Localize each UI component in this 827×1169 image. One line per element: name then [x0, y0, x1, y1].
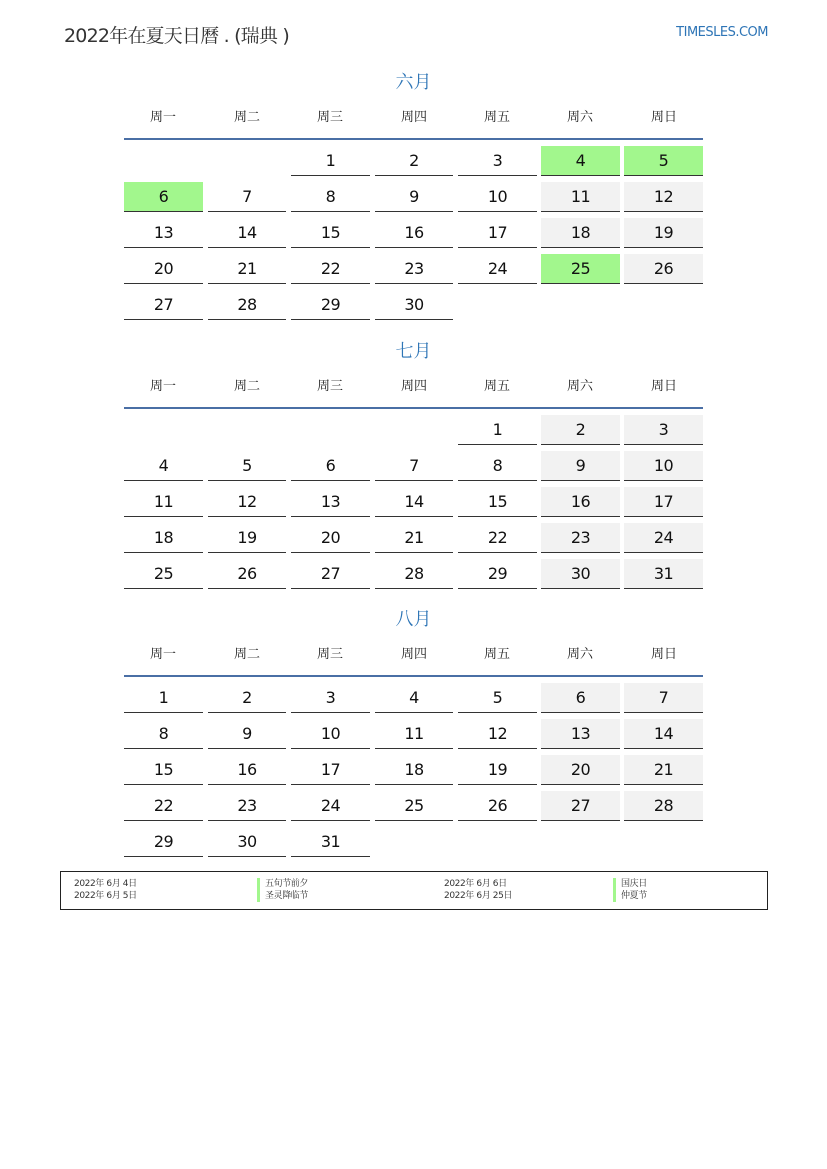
empty-day-cell [208, 415, 286, 445]
week-row [124, 791, 703, 821]
weekday-label: 周二 [233, 110, 260, 125]
month-title: 八月 [395, 609, 432, 630]
week-row [124, 451, 703, 481]
day-cell: 23 [375, 254, 453, 284]
month-calendar [124, 607, 703, 857]
week-row [124, 719, 703, 749]
day-cell: 16 [208, 755, 286, 785]
day-cell: 22 [124, 791, 203, 821]
empty-day-cell [624, 290, 703, 320]
legend-holiday-name: 仲夏节 [613, 890, 647, 902]
day-cell: 20 [291, 523, 370, 553]
empty-day-cell [624, 827, 703, 857]
weekday-label: 周四 [400, 110, 427, 125]
day-cell: 20 [541, 755, 620, 785]
day-cell: 28 [624, 791, 703, 821]
day-cell: 14 [624, 719, 703, 749]
day-cell: 4 [541, 146, 620, 176]
day-cell: 12 [208, 487, 286, 517]
empty-day-cell [541, 827, 620, 857]
day-cell: 21 [624, 755, 703, 785]
day-cell: 1 [458, 415, 537, 445]
week-row [124, 559, 703, 589]
day-cell: 8 [458, 451, 537, 481]
day-cell: 10 [624, 451, 703, 481]
day-cell: 9 [541, 451, 620, 481]
empty-day-cell [124, 415, 203, 445]
day-cell: 10 [458, 182, 537, 212]
week-row [124, 827, 703, 857]
day-cell: 29 [458, 559, 537, 589]
day-cell: 19 [208, 523, 286, 553]
weekday-header [124, 96, 703, 140]
day-cell: 31 [624, 559, 703, 589]
day-cell: 7 [208, 182, 286, 212]
month-calendar [124, 339, 703, 589]
day-cell: 14 [208, 218, 286, 248]
day-cell: 18 [541, 218, 620, 248]
day-cell: 1 [124, 683, 203, 713]
day-cell: 11 [375, 719, 453, 749]
day-cell: 23 [208, 791, 286, 821]
day-cell: 30 [541, 559, 620, 589]
day-cell: 15 [291, 218, 370, 248]
day-cell: 19 [624, 218, 703, 248]
day-cell: 17 [458, 218, 537, 248]
day-cell: 4 [375, 683, 453, 713]
day-cell: 15 [124, 755, 203, 785]
day-cell: 17 [624, 487, 703, 517]
empty-day-cell [375, 415, 453, 445]
day-cell: 13 [124, 218, 203, 248]
day-cell: 6 [541, 683, 620, 713]
weekday-label: 周六 [566, 379, 593, 394]
day-cell: 8 [291, 182, 370, 212]
day-cell: 7 [624, 683, 703, 713]
week-row [124, 415, 703, 445]
weekday-label: 周一 [149, 379, 176, 394]
day-cell: 18 [375, 755, 453, 785]
day-cell: 12 [624, 182, 703, 212]
day-cell: 27 [541, 791, 620, 821]
weekday-label: 周五 [483, 379, 510, 394]
legend-holiday-name: 国庆日 [613, 878, 647, 890]
day-cell: 27 [124, 290, 203, 320]
day-cell: 2 [541, 415, 620, 445]
legend-date: 2022年 6月 6日 [444, 879, 507, 889]
day-cell: 11 [124, 487, 203, 517]
day-cell: 24 [458, 254, 537, 284]
month-title: 七月 [395, 341, 432, 362]
weekday-label: 周四 [400, 379, 427, 394]
day-cell: 3 [458, 146, 537, 176]
day-cell: 7 [375, 451, 453, 481]
day-cell: 24 [291, 791, 370, 821]
holiday-legend [60, 871, 768, 910]
day-cell: 25 [124, 559, 203, 589]
day-cell: 25 [375, 791, 453, 821]
day-cell: 29 [291, 290, 370, 320]
day-cell: 22 [291, 254, 370, 284]
legend-date: 2022年 6月 5日 [74, 891, 137, 901]
weekday-label: 周五 [483, 647, 510, 662]
week-row [124, 683, 703, 713]
day-cell: 9 [208, 719, 286, 749]
week-row [124, 487, 703, 517]
legend-holiday-name: 五旬节前夕 [257, 878, 308, 890]
day-cell: 17 [291, 755, 370, 785]
weekday-label: 周三 [316, 110, 343, 125]
day-cell: 3 [291, 683, 370, 713]
weekday-label: 周六 [566, 110, 593, 125]
weekday-header [124, 365, 703, 409]
page-title: 2022年在夏天日曆 . (瑞典 ) [64, 25, 289, 47]
weekday-label: 周二 [233, 379, 260, 394]
day-cell: 11 [541, 182, 620, 212]
weekday-header [124, 633, 703, 677]
day-cell: 6 [124, 182, 203, 212]
weekday-label: 周二 [233, 647, 260, 662]
month-calendar [124, 70, 703, 320]
week-row [124, 755, 703, 785]
weekday-label: 周日 [650, 110, 677, 125]
month-title: 六月 [395, 72, 432, 93]
brand-link[interactable]: TIMESLES.COM [676, 25, 768, 40]
day-cell: 25 [541, 254, 620, 284]
weekday-label: 周三 [316, 647, 343, 662]
day-cell: 28 [375, 559, 453, 589]
day-cell: 23 [541, 523, 620, 553]
day-cell: 16 [375, 218, 453, 248]
weekday-label: 周日 [650, 379, 677, 394]
legend-date: 2022年 6月 25日 [444, 891, 513, 901]
day-cell: 14 [375, 487, 453, 517]
empty-day-cell [375, 827, 453, 857]
day-cell: 3 [624, 415, 703, 445]
day-cell: 2 [375, 146, 453, 176]
day-cell: 13 [291, 487, 370, 517]
weekday-label: 周五 [483, 110, 510, 125]
day-cell: 26 [208, 559, 286, 589]
empty-day-cell [291, 415, 370, 445]
day-cell: 27 [291, 559, 370, 589]
day-cell: 26 [624, 254, 703, 284]
empty-day-cell [541, 290, 620, 320]
weekday-label: 周三 [316, 379, 343, 394]
empty-day-cell [458, 827, 537, 857]
weekday-label: 周日 [650, 647, 677, 662]
day-cell: 2 [208, 683, 286, 713]
day-cell: 5 [624, 146, 703, 176]
week-row [124, 523, 703, 553]
day-cell: 1 [291, 146, 370, 176]
day-cell: 30 [208, 827, 286, 857]
week-row [124, 182, 703, 212]
legend-holiday-name: 圣灵降临节 [257, 890, 308, 902]
day-cell: 18 [124, 523, 203, 553]
day-cell: 29 [124, 827, 203, 857]
day-cell: 30 [375, 290, 453, 320]
week-row [124, 254, 703, 284]
day-cell: 16 [541, 487, 620, 517]
day-cell: 13 [541, 719, 620, 749]
day-cell: 21 [208, 254, 286, 284]
weekday-label: 周一 [149, 647, 176, 662]
empty-day-cell [124, 146, 203, 176]
day-cell: 31 [291, 827, 370, 857]
day-cell: 19 [458, 755, 537, 785]
weekday-label: 周六 [566, 647, 593, 662]
day-cell: 21 [375, 523, 453, 553]
day-cell: 5 [458, 683, 537, 713]
day-cell: 24 [624, 523, 703, 553]
week-row [124, 290, 703, 320]
week-row [124, 146, 703, 176]
day-cell: 6 [291, 451, 370, 481]
day-cell: 8 [124, 719, 203, 749]
day-cell: 5 [208, 451, 286, 481]
day-cell: 22 [458, 523, 537, 553]
empty-day-cell [208, 146, 286, 176]
day-cell: 12 [458, 719, 537, 749]
day-cell: 4 [124, 451, 203, 481]
day-cell: 9 [375, 182, 453, 212]
legend-date: 2022年 6月 4日 [74, 879, 137, 889]
day-cell: 26 [458, 791, 537, 821]
empty-day-cell [458, 290, 537, 320]
day-cell: 10 [291, 719, 370, 749]
week-row [124, 218, 703, 248]
day-cell: 15 [458, 487, 537, 517]
day-cell: 20 [124, 254, 203, 284]
weekday-label: 周四 [400, 647, 427, 662]
day-cell: 28 [208, 290, 286, 320]
weekday-label: 周一 [149, 110, 176, 125]
